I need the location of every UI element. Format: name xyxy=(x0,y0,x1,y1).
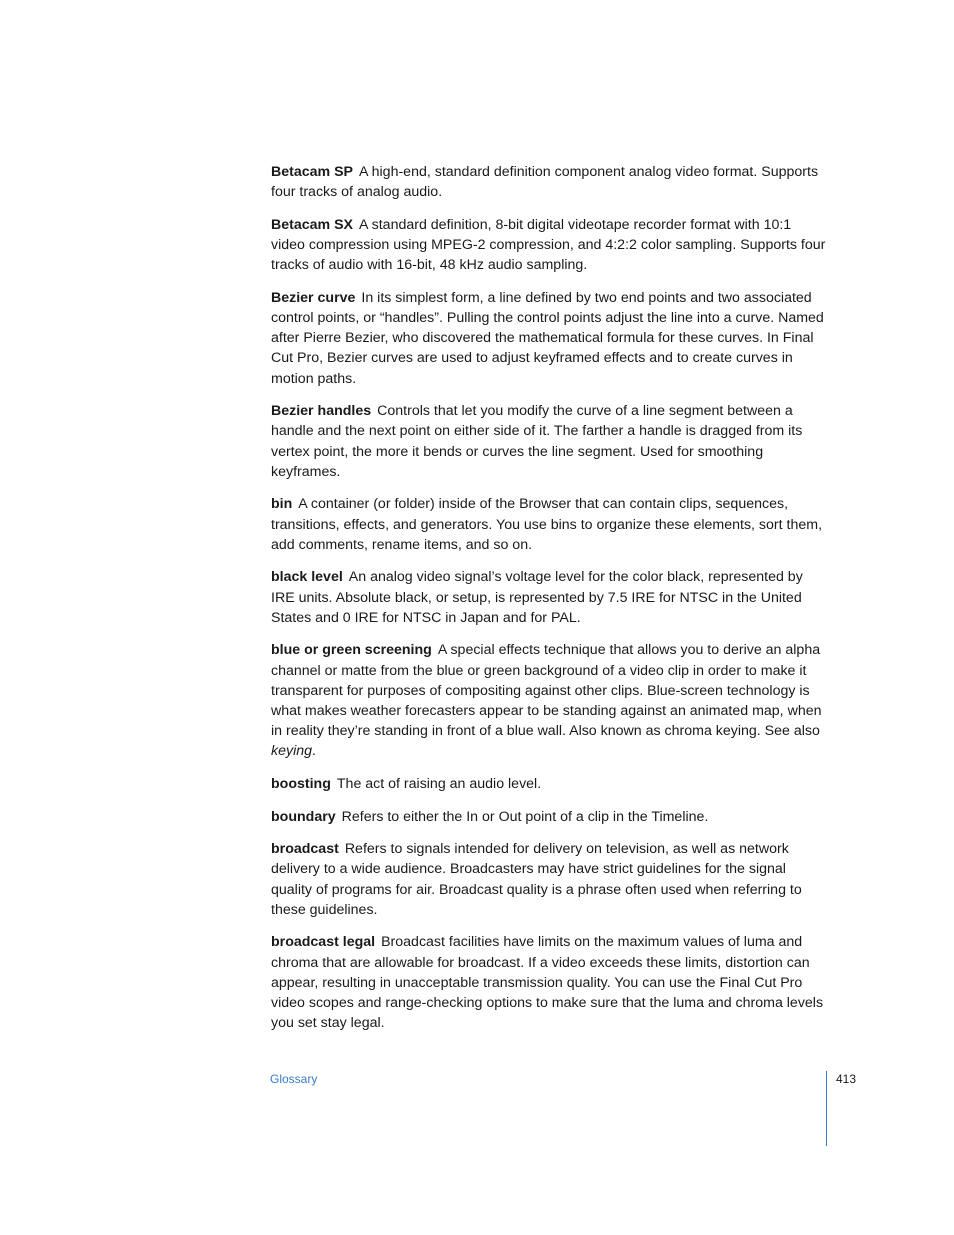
footer-divider xyxy=(826,1071,827,1146)
footer-section-label: Glossary xyxy=(270,1072,318,1086)
definition-tail: . xyxy=(312,743,316,760)
glossary-definition: A high-end, standard definition component analog video format. Supports four tracks of analog audio. xyxy=(271,164,819,201)
glossary-entry xyxy=(271,839,827,920)
glossary-entry xyxy=(271,162,827,202)
glossary-definition: A standard definition, 8-bit digital videotape recorder format with 10:1 video compression using MPEG-2 compression, and 4:2:2 color sampling. Supports four tracks of audio with 16-bit, 48 kHz audio sampling. xyxy=(271,216,826,274)
glossary-definition: In its simplest form, a line defined by two end points and two associated control points, or “handles”. Pulling the control points adjust the line into a curve. Named after Pierre Bezier, who discovered the mathematical formula for these curves. In Final Cut Pro, Bezier curves are used to adjust keyframed effects and to create curves in motion paths. xyxy=(271,289,824,387)
see-also-reference: keying xyxy=(271,743,313,760)
glossary-term: boosting xyxy=(271,776,331,793)
glossary-definition: Refers to signals intended for delivery on television, as well as network delivery to a wide audience. Broadcasters may have strict guidelines for the signal quality of programs for air. Broadcast quality is a phrase often used when referring to these guidelines. xyxy=(271,841,802,918)
glossary-entry xyxy=(271,288,827,389)
page-number: 413 xyxy=(836,1072,857,1086)
glossary-entry xyxy=(271,494,827,555)
glossary-term: Bezier handles xyxy=(271,403,372,420)
glossary-term: blue or green screening xyxy=(271,642,432,659)
glossary-entry xyxy=(271,932,827,1033)
glossary-definition: A special effects technique that allows you to derive an alpha channel or matte from the blue or green background of a video clip in order to make it transparent for purposes of compositing against other clips. Blue-screen technology is what makes weather forecasters appear to be standing against an animated map, when in reality they’re standing in front of a blue wall. Also known as chroma keying. See also xyxy=(271,642,822,740)
glossary-entry xyxy=(271,640,827,761)
glossary-definition: An analog video signal’s voltage level for the color black, represented by IRE units. Absolute black, or setup, is represented by 7.5 IRE for NTSC in the United States and 0 IRE for NTSC in Japan and for PAL. xyxy=(271,569,803,626)
glossary-entry xyxy=(271,807,827,827)
glossary-definition: Refers to either the In or Out point of a clip in the Timeline. xyxy=(341,808,709,825)
glossary-term: boundary xyxy=(271,808,336,825)
glossary-term: Betacam SX xyxy=(271,216,354,233)
glossary-definition: Broadcast facilities have limits on the maximum values of luma and chroma that are allowable for broadcast. If a video exceeds these limits, distortion can appear, resulting in unacceptable transmission quality. You can use the Final Cut Pro video scopes and range-checking options to make sure that the luma and chroma levels you set stay legal. xyxy=(271,934,824,1032)
glossary-definition: A container (or folder) inside of the Browser that can contain clips, sequences, transitions, effects, and generators. You use bins to organize these elements, sort them, add comments, rename items, and so on. xyxy=(271,496,823,553)
glossary-entry xyxy=(271,215,827,276)
glossary-entry xyxy=(271,401,827,482)
glossary-entry xyxy=(271,567,827,628)
glossary-entries xyxy=(271,162,827,1046)
glossary-definition: Controls that let you modify the curve of a line segment between a handle and the next point on either side of it. The farther a handle is dragged from its vertex point, the more it bends or curves the line segment. Used for smoothing keyframes. xyxy=(271,403,803,480)
glossary-term: Bezier curve xyxy=(271,289,356,306)
glossary-definition: The act of raising an audio level. xyxy=(336,776,542,793)
glossary-term: bin xyxy=(271,496,293,513)
glossary-term: Betacam SP xyxy=(271,164,354,180)
glossary-term: broadcast xyxy=(271,841,339,858)
glossary-term: broadcast legal xyxy=(271,934,376,951)
glossary-entry xyxy=(271,774,827,794)
glossary-term: black level xyxy=(271,569,343,586)
